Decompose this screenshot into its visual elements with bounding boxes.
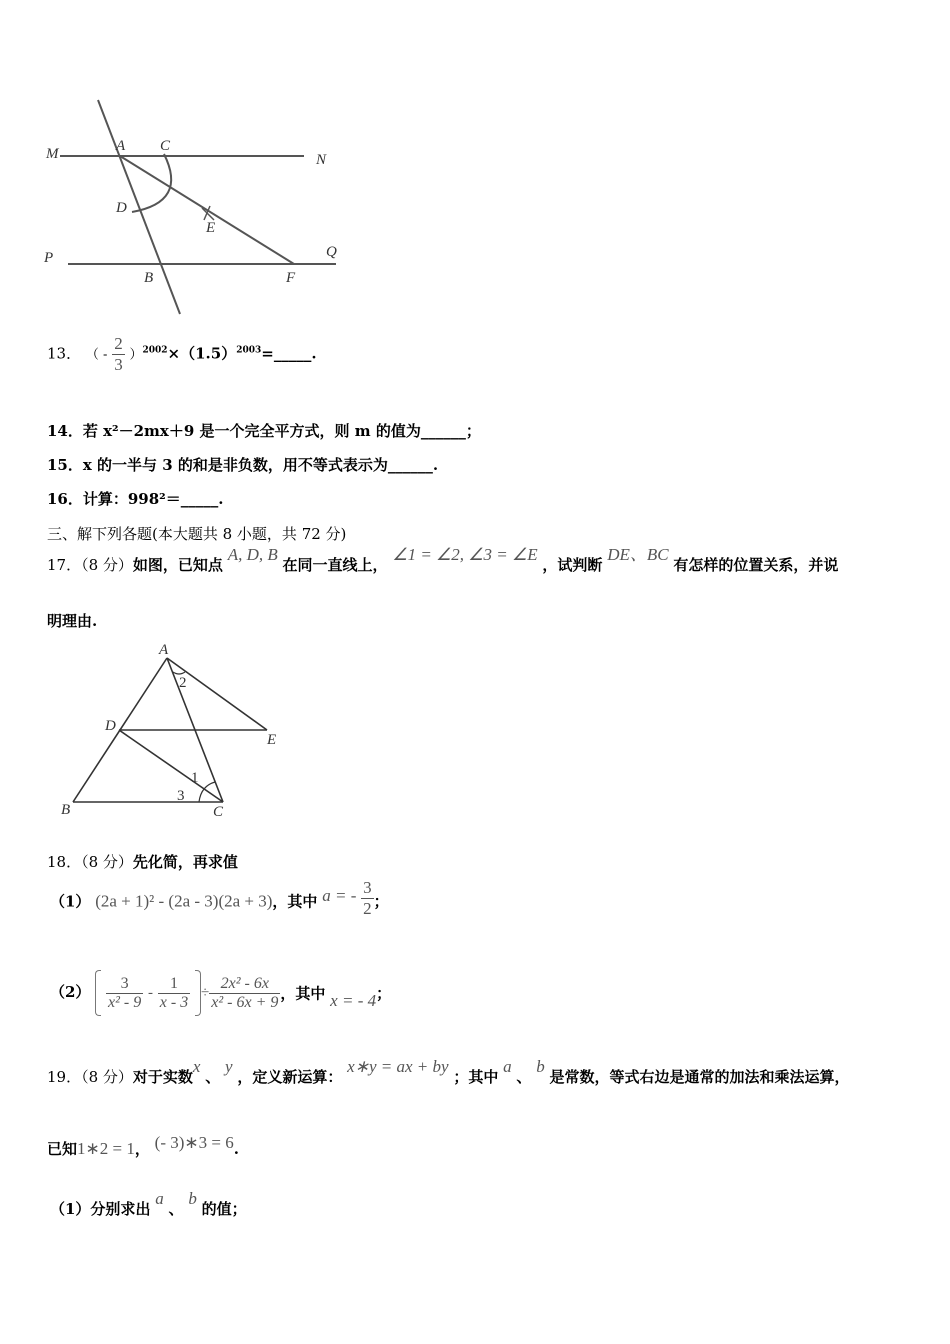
q18-p2-paren-open <box>95 970 101 1016</box>
q17-math-lines: DE、BC <box>607 545 669 564</box>
q19-x: x <box>192 1057 201 1076</box>
q19-p1-label: （1）分别求出 <box>50 1200 151 1218</box>
label-angle2: 2 <box>179 675 187 691</box>
question-15: 15．x 的一半与 3 的和是非负数，用不等式表示为______. <box>47 456 439 474</box>
q13-fraction: $\frac{2}{3}$ <box>114 334 123 374</box>
q19-p1-sep: 、 <box>168 1200 184 1218</box>
q19-sep-2: 、 <box>516 1068 532 1086</box>
q13-tail: =_____. <box>261 344 317 363</box>
q18-p1-end: ； <box>373 892 389 911</box>
segment-dc <box>119 730 223 802</box>
q19-text-1: 对于实数 <box>132 1068 193 1086</box>
q19-a: a <box>503 1057 512 1076</box>
q19-p1-b: b <box>188 1189 197 1208</box>
label-c: C <box>160 138 171 154</box>
question-19 <box>47 1057 850 1087</box>
q17-math-points: A, D, B <box>227 545 278 564</box>
question-14: 14．若 x²－2mx＋9 是一个完全平方式，则 m 的值为______； <box>47 422 481 440</box>
q19-text-2: ，定义新运算： <box>237 1068 343 1086</box>
q18-p2-fraction-1: $\frac{3}{\text{x² - 9}}$ <box>108 974 142 1011</box>
label-angle3: 3 <box>177 788 185 804</box>
q19-p1-end: 的值； <box>201 1200 247 1218</box>
q19-text-3: ；其中 <box>453 1068 499 1086</box>
q17-number: 17．（8 分） <box>47 556 133 574</box>
q18-part-1 <box>50 878 389 923</box>
label-c2: C <box>213 804 224 820</box>
label-n: N <box>316 152 327 168</box>
q18-p2-label: （2） <box>50 983 91 1001</box>
angle-arc-c <box>199 782 215 802</box>
q18-p2-x: x = - 4 <box>330 991 377 1010</box>
q17-text-2: 在同一直线上， <box>282 556 388 574</box>
q19-text-7: . <box>233 1140 239 1158</box>
label-f: F <box>286 270 296 286</box>
section-3-heading: 三、解下列各题(本大题共 8 小题，共 72 分) <box>47 525 347 543</box>
q13-exp1: 2002 <box>142 345 168 356</box>
q19-number: 19．（8 分） <box>47 1068 133 1086</box>
q17-text-3: ，试判断 <box>542 556 603 574</box>
label-a: A <box>116 138 126 154</box>
q18-part-2 <box>50 970 391 1016</box>
label-e2: E <box>267 732 277 748</box>
label-q: Q <box>326 244 337 260</box>
label-angle1: 1 <box>191 770 199 786</box>
q19-text-5: 已知 <box>47 1140 78 1158</box>
segment-ae <box>167 658 267 730</box>
label-b2: B <box>61 802 71 818</box>
label-d: D <box>116 200 127 216</box>
label-b: B <box>144 270 154 286</box>
q18-p2-divide: ÷ <box>201 985 210 1001</box>
q18-p2-fraction-3: $\frac{\text{2x² - 6x}}{\text{x² - 6x + 9}}$ <box>211 974 279 1011</box>
question-18-header <box>47 851 238 872</box>
question-13 <box>47 334 317 375</box>
q18-number: 18．（8 分） <box>47 853 133 871</box>
label-e: E <box>206 220 216 236</box>
q18-p2-end: ； <box>376 984 392 1003</box>
q19-sep-1: 、 <box>205 1068 221 1086</box>
q18-p1-where: ，其中 <box>272 892 318 911</box>
question-17 <box>47 545 839 575</box>
q19-p1-a: a <box>155 1189 164 1208</box>
q18-p1-label: （1） <box>50 892 91 911</box>
q13-exp2: 2003 <box>236 345 262 356</box>
q18-p2-minus: - <box>148 985 154 1001</box>
figure-triangle <box>55 640 295 820</box>
q19-definition: x∗y = ax + by <box>347 1057 449 1076</box>
q19-y: y <box>225 1057 233 1076</box>
question-16: 16．计算：998²＝_____. <box>47 490 224 508</box>
q19-text-4: 是常数，等式右边是通常的加法和乘法运算， <box>549 1068 850 1086</box>
label-p: P <box>44 250 54 266</box>
line-ab <box>98 100 180 314</box>
q17-text-1: 如图，已知点 <box>132 556 223 574</box>
q17-text-4: 有怎样的位置关系，并说 <box>673 556 839 574</box>
q18-p2-fraction-2: $\frac{1}{x - 3}$ <box>159 974 189 1011</box>
q19-text-6: ， <box>134 1140 150 1158</box>
q17-text-5: 明理由. <box>47 612 98 630</box>
q13-times: ×（1.5） <box>167 344 237 363</box>
q18-p2-where: ，其中 <box>280 984 326 1003</box>
q19-known-1: 1∗2 = 1 <box>77 1139 135 1158</box>
q19-part-1 <box>50 1189 247 1219</box>
figure-parallel-lines <box>40 92 360 322</box>
line-af <box>120 156 294 264</box>
q19-known-2: (- 3)∗3 = 6 <box>154 1133 234 1152</box>
q19-line-2 <box>47 1133 239 1159</box>
label-d2: D <box>105 718 116 734</box>
q13-number: 13． <box>47 344 82 363</box>
q18-p1-expression: (2a + 1)² - (2a - 3)(2a + 3) <box>95 891 273 911</box>
label-m: M <box>46 146 59 162</box>
angle-arc-2 <box>173 672 185 674</box>
q18-title: 先化简，再求值 <box>132 853 238 871</box>
q18-p1-a: a = - <box>322 885 357 905</box>
q17-math-angles: ∠1 = ∠2, ∠3 = ∠E <box>392 545 538 564</box>
q13-open: （ - <box>85 347 108 363</box>
q18-p1-fraction: $\frac{3}{2}$ <box>363 878 372 918</box>
q19-b: b <box>536 1057 545 1076</box>
q13-close: ） <box>129 347 143 363</box>
label-a2: A <box>159 642 169 658</box>
